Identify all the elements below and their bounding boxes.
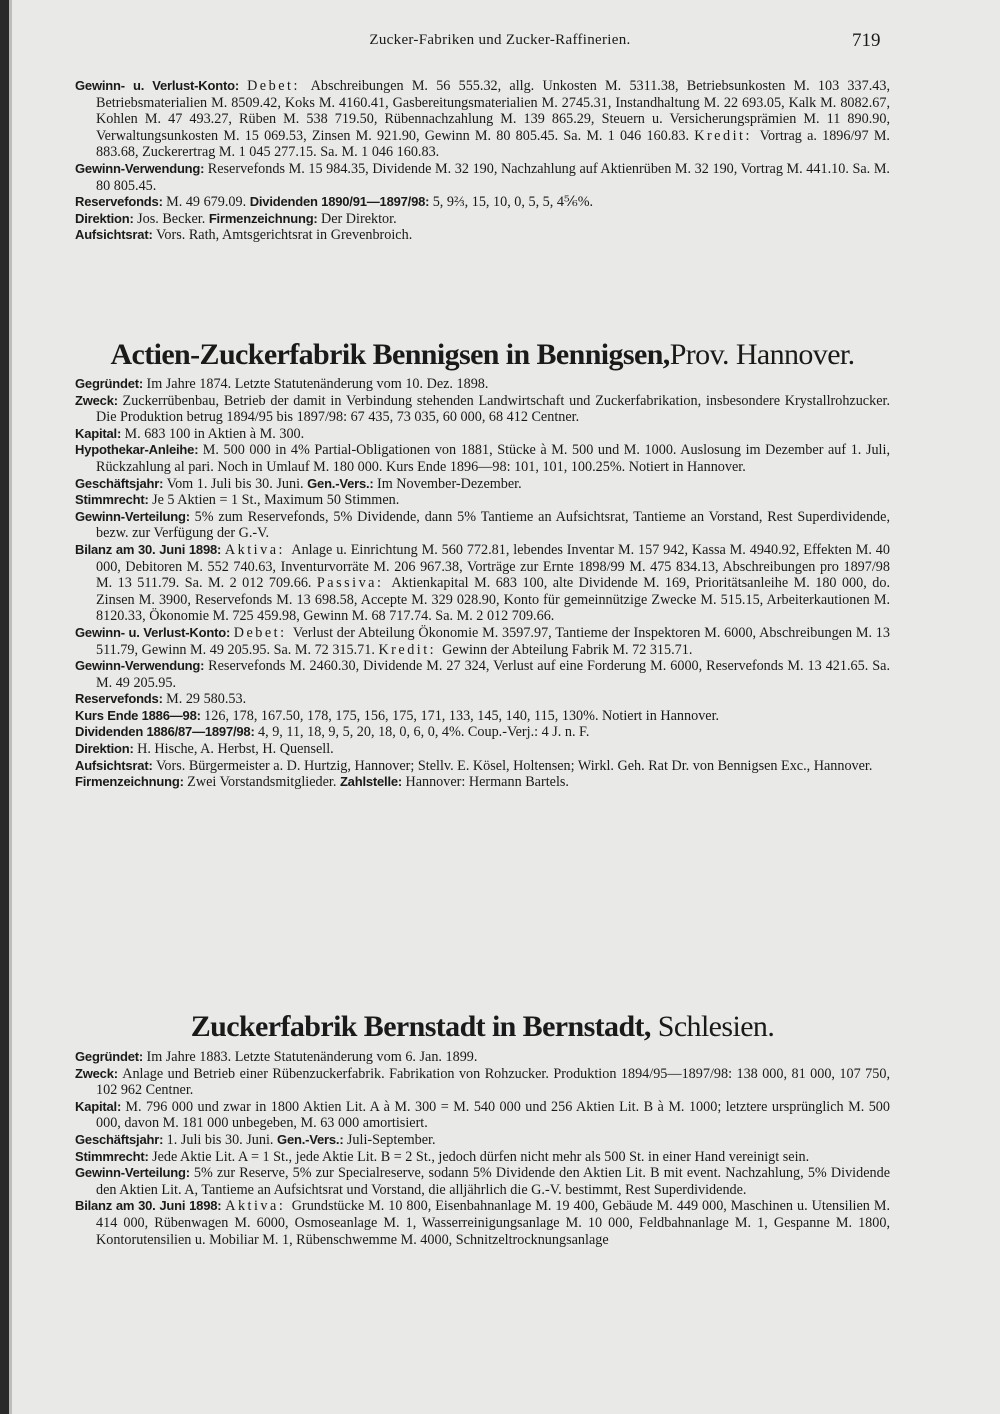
- field-text: Grundstücke M. 10 800, Eisenbahnanlage M. 19 400, Gebäude M. 449 000, Maschinen u. Utensilien M. 414 000, Rübenwagen M. 6000, Osmoseanlage M. 1, Wasserreinigungsanlage M. 10 000, Feldbahnanlage M. 1, Gespanne M. 1800, Kontorutensilien u. Mobiliar M. 1, Rübenschwemme M. 4000, Schnitzeltrocknungsanlage: [96, 1198, 890, 1248]
- heading-location: Schlesien.: [657, 1010, 775, 1043]
- paragraph: [75, 774, 890, 791]
- field-label: Reservefonds:: [75, 194, 167, 210]
- field-text: Der Direktor.: [320, 210, 397, 227]
- paragraph: [75, 724, 890, 741]
- entry-bennigsen: [75, 376, 890, 791]
- field-text: 4, 9, 11, 18, 9, 5, 20, 18, 0, 6, 0, 4%. Coup.-Verj.: 4 J. n. F.: [258, 724, 590, 741]
- company-heading-bennigsen: [75, 338, 890, 372]
- paragraph: [75, 227, 890, 244]
- field-text: 126, 178, 167.50, 178, 175, 156, 175, 171, 133, 145, 140, 115, 130%. Notiert in Hannover.: [204, 707, 720, 724]
- field-label: Gewinn-Verteilung:: [75, 508, 195, 524]
- field-text: Vortrag a. 1896/97 M. 883.68, Zuckerertrag M. 1 045 277.15. Sa. M. 1 046 160.83.: [96, 127, 890, 161]
- field-text: Verlust der Abteilung Ökonomie M. 3597.97, Tantieme der Inspektoren M. 6000, Abschreibungen M. 13 511.79, Gewinn M. 49 205.95. Sa. M. 72 315.71.: [96, 624, 890, 658]
- paragraph: [75, 476, 890, 493]
- field-text: M. 683 100 in Aktien à M. 300.: [124, 425, 305, 442]
- field-label: Gewinn-Verwendung:: [75, 160, 208, 176]
- field-text: 5, 9⅔, 15, 10, 0, 5, 5, 4⅚%.: [432, 194, 594, 211]
- field-text: Zuckerrübenbau, Betrieb der damit in Verbindung stehenden Landwirtschaft und Zuckerfabrikation, insbesondere Krystallrohzucker. Die Produktion betrug 1894/95 bis 1897/98: 67 435, 73 035, 60 000, 68 412 Centner.: [96, 392, 890, 426]
- field-label: Kapital:: [75, 1098, 126, 1114]
- field-text: Reservefonds M. 2460.30, Dividende M. 27 324, Verlust auf eine Forderung M. 6000, Reservefonds M. 13 421.65. Sa. M. 49 205.95.: [96, 658, 890, 691]
- field-label: Gewinn- u. Verlust-Konto:: [75, 624, 234, 640]
- field-text: Vom 1. Juli bis 30. Juni.: [166, 475, 308, 492]
- field-text: M. 49 679.09.: [166, 194, 250, 211]
- field-label: Gewinn- u. Verlust-Konto:: [75, 78, 248, 93]
- field-label: Aufsichtsrat:: [75, 227, 156, 243]
- field-label: Zahlstelle:: [339, 774, 406, 790]
- field-text: Vors. Rath, Amtsgerichtsrat in Grevenbroich.: [156, 227, 413, 244]
- field-label: Reservefonds:: [75, 691, 167, 707]
- paragraph: [75, 1149, 890, 1166]
- paragraph: [75, 1132, 890, 1149]
- paragraph: [75, 1066, 890, 1099]
- field-text: Im November-Dezember.: [376, 475, 522, 492]
- paragraph: [75, 426, 890, 443]
- paragraph: [75, 758, 890, 775]
- field-label: Bilanz am 30. Juni 1898:: [75, 541, 225, 557]
- account-side-label: Debet:: [247, 78, 311, 94]
- heading-main: Zuckerfabrik Bernstadt in Bernstadt,: [190, 1010, 651, 1043]
- entry-bernstadt: [75, 1049, 890, 1248]
- field-text: Hannover: Hermann Bartels.: [405, 774, 569, 791]
- field-text: M. 29 580.53.: [166, 691, 247, 708]
- field-label: Kapital:: [75, 425, 125, 441]
- paragraph: [75, 625, 890, 658]
- field-text: M. 796 000 und zwar in 1800 Aktien Lit. A à M. 300 = M. 540 000 und 256 Aktien Lit. B à M. 1000; letztere ursprünglich M. 500 000, davon M. 181 000 unbegeben, M. 63 000 amortisiert.: [96, 1098, 890, 1132]
- field-label: Gegründet:: [75, 376, 147, 391]
- field-label: Stimmrecht:: [75, 1148, 153, 1164]
- field-text: Je 5 Aktien = 1 St., Maximum 50 Stimmen.: [152, 492, 400, 509]
- field-text: H. Hische, A. Herbst, H. Quensell.: [137, 741, 334, 758]
- field-text: 5% zur Reserve, 5% zur Specialreserve, sodann 5% Dividende den Aktien Lit. B mit event. Nachzahlung, 5% Dividende den Aktien Lit. A, Tantieme an Aufsichtsrat und Vorstand, die alljährlich die G.-V. bestimmt, Rest Superdividende.: [96, 1165, 890, 1198]
- field-label: Dividenden 1890/91—1897/98:: [249, 194, 433, 210]
- field-label: Geschäftsjahr:: [75, 1131, 167, 1147]
- field-label: Aufsichtsrat:: [75, 757, 156, 773]
- field-text: Zwei Vorstandsmitglieder.: [187, 774, 340, 791]
- paragraph: [75, 78, 890, 161]
- field-label: Direktion:: [75, 741, 138, 757]
- field-text: Anlage u. Einrichtung M. 560 772.81, lebendes Inventar M. 157 942, Kassa M. 4940.92, Effekten M. 40 000, Debitoren M. 552 740.63, Inventurvorräte M. 206 967.38, Vorträge zur Ernte 1898/99 M. 475 834.13, Abschreibungen pro 1897/98 M. 13 511.79. Sa. M. 2 012 709.66.: [96, 541, 890, 592]
- paragraph: [75, 442, 890, 475]
- field-label: Geschäftsjahr:: [75, 475, 167, 491]
- field-label: Gen.-Vers.:: [277, 1131, 347, 1147]
- heading-main: Actien-Zuckerfabrik Bennigsen in Bennigsen,: [110, 338, 670, 371]
- paragraph: [75, 211, 890, 228]
- field-label: Firmenzeichnung:: [208, 210, 321, 226]
- field-text: Anlage und Betrieb einer Rübenzuckerfabrik. Fabrikation von Rohzucker. Produktion 1894/95—1897/98: 138 000, 81 000, 107 750, 102 962 Centner.: [96, 1065, 890, 1099]
- field-label: Bilanz am 30. Juni 1898:: [75, 1198, 226, 1214]
- scan-edge-shadow: [9, 0, 12, 1414]
- field-text: 5% zum Reservefonds, 5% Dividende, dann 5% Tantieme an Aufsichtsrat, Tantieme an Vorstand, Rest Superdividende, bezw. zur Verfügung der G.-V.: [96, 508, 890, 542]
- paragraph: [75, 492, 890, 509]
- account-side-label: Debet:: [233, 624, 293, 641]
- field-text: Abschreibungen M. 56 555.32, allg. Unkosten M. 5311.38, Betriebsunkosten M. 103 337.43, Betriebsmaterialien M. 8509.42, Koks M. 4160.41, Gasbereitungsmaterialien M. 2745.31, Instandhaltung M. 22 693.05, Kalk M. 8082.67, Kohlen M. 47 493.27, Rüben M. 538 719.50, Rübennachzahlung M. 139 865.29, Steuern u. Versicherungsprämien M. 11 890.90, Verwaltungsunkosten M. 15 069.53, Zinsen M. 921.90, Gewinn M. 80 805.45. Sa. M. 1 046 160.83.: [96, 78, 890, 144]
- field-text: Im Jahre 1874. Letzte Statutenänderung vom 10. Dez. 1898.: [146, 376, 489, 392]
- paragraph: [75, 741, 890, 758]
- field-text: M. 500 000 in 4% Partial-Obligationen von 1881, Stücke à M. 500 und M. 1000. Auslosung im Dezember auf 1. Juli, Rückzahlung al pari. Noch in Umlauf M. 180 000. Kurs Ende 1896—98: 101, 101, 100.25%. Notiert in Hannover.: [96, 442, 890, 475]
- account-side-label: Passiva:: [316, 575, 392, 592]
- field-label: Firmenzeichnung:: [75, 774, 188, 790]
- field-text: Jede Aktie Lit. A = 1 St., jede Aktie Lit. B = 2 St., jedoch dürfen nicht mehr als 500 St. in einer Hand vereinigt sein.: [152, 1148, 810, 1165]
- field-label: Hypothekar-Anleihe:: [75, 442, 203, 458]
- field-label: Gegründet:: [75, 1049, 147, 1064]
- field-label: Gewinn-Verwendung:: [75, 658, 209, 674]
- account-side-label: Kredit:: [694, 127, 760, 144]
- paragraph: [75, 1099, 890, 1132]
- paragraph: [75, 194, 890, 211]
- field-label: Gewinn-Verteilung:: [75, 1165, 194, 1181]
- field-text: Reservefonds M. 15 984.35, Dividende M. 32 190, Nachzahlung auf Aktienrüben M. 32 190, Vortrag M. 441.10. Sa. M. 80 805.45.: [96, 160, 890, 194]
- field-text: 1. Juli bis 30. Juni.: [166, 1131, 278, 1148]
- field-label: Dividenden 1886/87—1897/98:: [75, 724, 259, 740]
- paragraph: [75, 658, 890, 691]
- account-side-label: Aktiva:: [224, 541, 292, 558]
- paragraph: [75, 1198, 890, 1248]
- field-text: Juli-September.: [346, 1131, 436, 1148]
- field-label: Gen.-Vers.:: [307, 475, 377, 491]
- field-text: Aktienkapital M. 683 100, alte Dividende M. 169, Prioritätsanleihe M. 180 000, do. Zinsen M. 3900, Reservefonds M. 13 698.58, Accepte M. 329 028.90, Konto für gemeinnützige Zwecke M. 515.15, Arbeiterkautionen M. 8120.33, Ökonomie M. 725 459.98, Gewinn M. 68 717.74. Sa. M. 2 012 709.66.: [96, 575, 890, 625]
- field-label: Kurs Ende 1886—98:: [75, 707, 205, 723]
- account-side-label: Aktiva:: [225, 1198, 292, 1215]
- field-label: Direktion:: [75, 210, 138, 226]
- paragraph: [75, 1049, 890, 1066]
- paragraph: [75, 691, 890, 708]
- paragraph: [75, 542, 890, 625]
- entry-continuation: [75, 78, 890, 244]
- heading-location: Prov. Hannover.: [669, 338, 855, 371]
- paragraph: [75, 393, 890, 426]
- paragraph: [75, 1165, 890, 1198]
- field-text: Jos. Becker.: [137, 210, 209, 227]
- paragraph: [75, 161, 890, 194]
- company-heading-bernstadt: [75, 1010, 890, 1044]
- field-label: Stimmrecht:: [75, 492, 153, 508]
- paragraph: [75, 509, 890, 542]
- field-text: Vors. Bürgermeister a. D. Hurtzig, Hannover; Stellv. E. Kösel, Holtensen; Wirkl. Geh. Rat Dr. von Bennigsen Exc., Hannover.: [156, 757, 873, 774]
- paragraph: [75, 376, 890, 393]
- paragraph: [75, 708, 890, 725]
- scan-edge: [0, 0, 9, 1414]
- field-text: Gewinn der Abteilung Fabrik M. 72 315.71.: [442, 641, 693, 658]
- field-label: Zweck:: [75, 1065, 123, 1081]
- page-number: 719: [852, 30, 881, 51]
- running-title: Zucker-Fabriken und Zucker-Raffinerien.: [369, 32, 631, 48]
- field-label: Zweck:: [75, 392, 123, 408]
- field-text: Im Jahre 1883. Letzte Statutenänderung vom 6. Jan. 1899.: [146, 1049, 478, 1065]
- account-side-label: Kredit:: [378, 641, 443, 658]
